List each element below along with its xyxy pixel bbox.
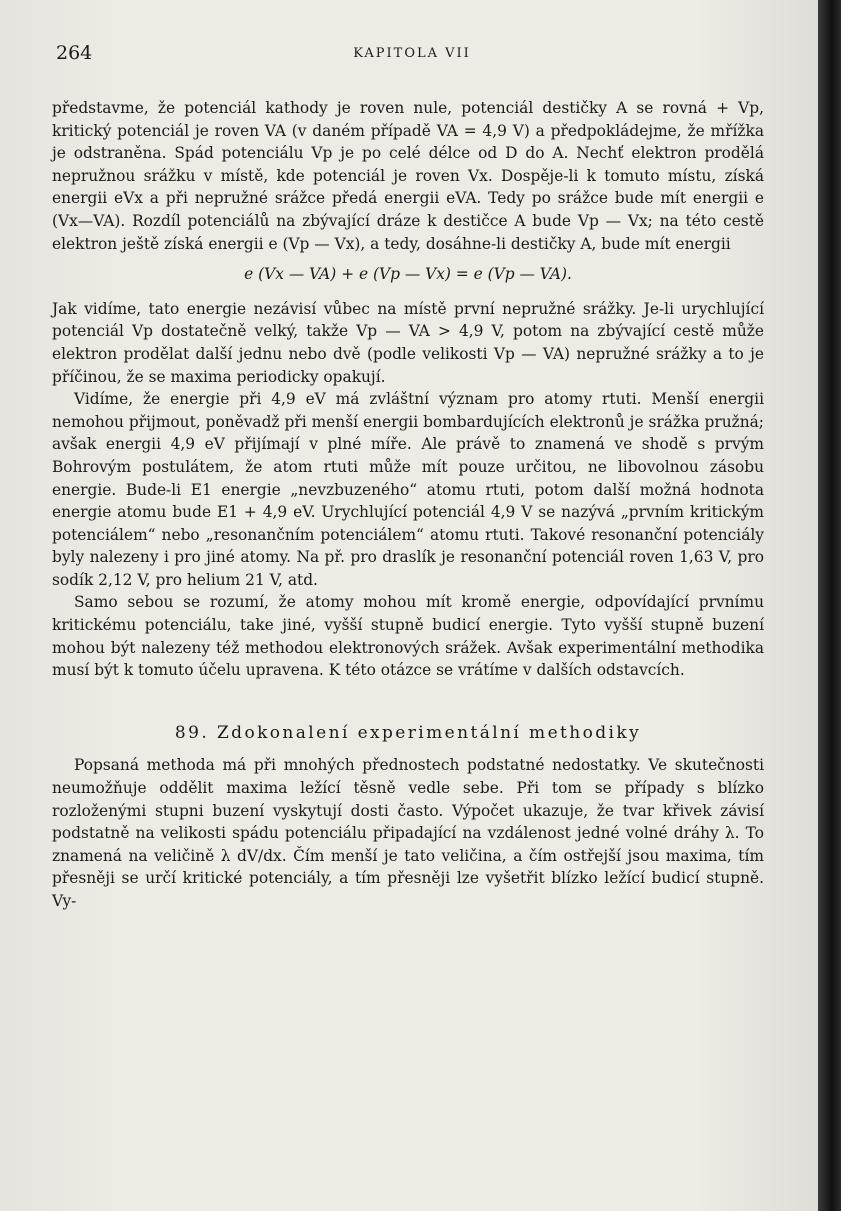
section-heading: 89. Zdokonalení experimentální methodiky <box>174 722 642 743</box>
paragraph-1: představme, že potenciál kathody je roven nule, potenciál destičky A se rovná + Vp, kritický potenciál je roven VA (v daném případě VA = 4,9 V) a předpokládejme, že mřížka je odstraněna. Spád potenciálu Vp je po celé délce od D do A. Nechť elektron prodělá nepružnou srážku v místě, kde potenciál je roven Vx. Dospěje-li k tomuto místu, získá energii eVx a při nepružné srážce předá energii eVA. Tedy po srážce bude mít energii e (Vx—VA). Rozdíl potenciálů na zbývající dráze k destičce A bude Vp — Vx; na této cestě elektron ještě získá energii e (Vp — Vx), a tedy, dosáhne-li destičky A, bude mít energii <box>52 99 764 253</box>
paragraph-5: Popsaná methoda má při mnohých přednostech podstatné nedostatky. Ve skutečnosti neumožňuje oddělit maxima ležící těsně vedle sebe. Při tom se případy s blízko rozloženými stupni buzení vyskytují dosti často. Výpočet ukazuje, že tvar křivek závisí podstatně na velikosti spádu potenciálu připadající na vzdálenost jedné volné dráhy λ. To znamená na veličině λ dV/dx. Čím menší je tato veličina, a čím ostřejší jsou maxima, tím přesněji se určí kritické potenciály, a tím přesněji lze vyšetřit blízko ležící budicí stupně. Vy- <box>52 756 764 910</box>
page-number: 264 <box>56 42 93 64</box>
running-header <box>52 42 772 66</box>
energy-formula: e (Vx — VA) + e (Vp — Vx) = e (Vp — VA). <box>244 265 572 284</box>
body-text <box>52 97 764 913</box>
paragraph-2: Jak vidíme, tato energie nezávisí vůbec na místě první nepružné srážky. Je-li urychlující potenciál Vp dostatečně velký, takže Vp — VA > 4,9 V, potom na zbývající cestě může elektron prodělat další jednu nebo dvě (podle velikosti Vp — VA) nepružné srážky a to je příčinou, že se maxima periodicky opakují. <box>52 299 764 386</box>
paragraph-4: Samo sebou se rozumí, že atomy mohou mít kromě energie, odpovídající prvnímu kritickému potenciálu, take jiné, vyšší stupně budicí energie. Tyto vyšší stupně buzení mohou být nalezeny též methodou elektronových srážek. Avšak experimentální methodika musí být k tomuto účelu upravena. K této otázce se vrátíme v dalších odstavcích. <box>52 593 764 680</box>
chapter-heading: KAPITOLA VII <box>353 46 471 61</box>
binding-shadow <box>818 0 841 1211</box>
paragraph-3: Vidíme, že energie při 4,9 eV má zvláštní význam pro atomy rtuti. Menší energii nemohou přijmout, poněvadž při menší energii bombardujících elektronů je srážka pružná; avšak energii 4,9 eV přijímají v plné míře. Ale právě to znamená ve shodě s prvým Bohrovým postulátem, že atom rtuti může mít pouze určitou, ne libovolnou zásobu energie. Bude-li E1 energie „nevzbuzeného“ atomu rtuti, potom další možná hodnota energie atomu bude E1 + 4,9 eV. Urychlující potenciál 4,9 V se nazývá „prvním kritickým potenciálem“ nebo „resonančním potenciálem“ atomu rtuti. Takové resonanční potenciály byly nalezeny i pro jiné atomy. Na př. pro draslík je resonanční potenciál roven 1,63 V, pro sodík 2,12 V, pro helium 21 V, atd. <box>52 390 764 589</box>
